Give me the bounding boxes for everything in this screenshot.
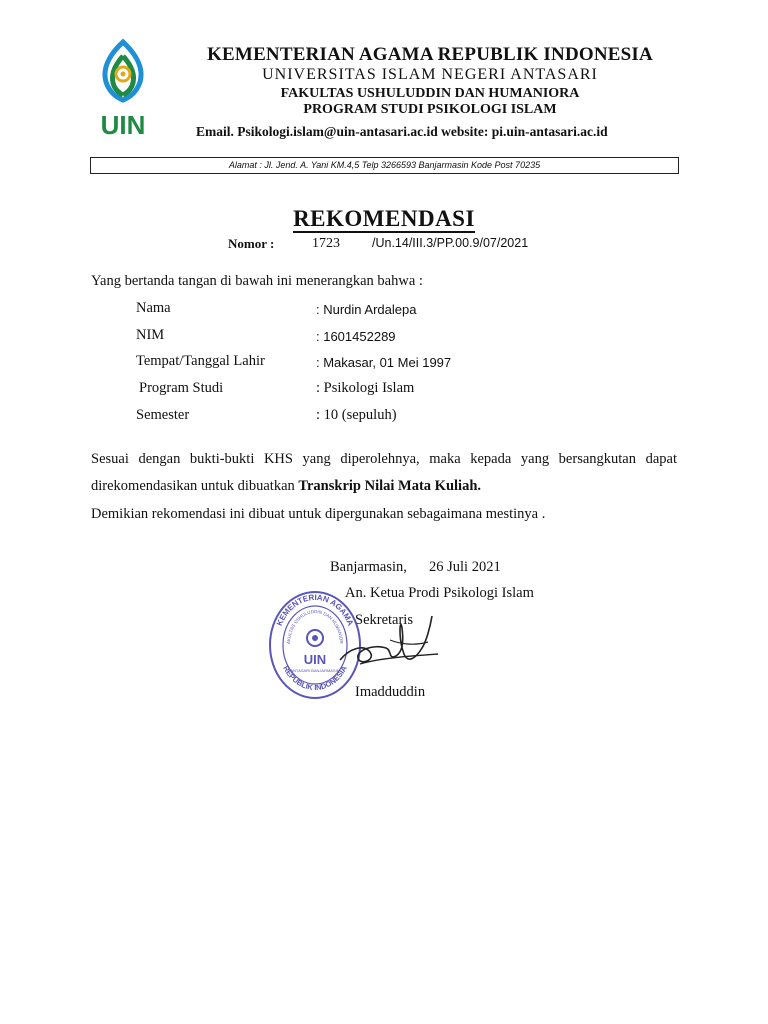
uin-logo [88,38,158,138]
nomor-suffix: /Un.14/III.3/PP.00.9/07/2021 [372,236,529,250]
stamp-bottom-text: REPUBLIK INDONESIA [281,664,349,693]
stamp-small-text: ANTASARI BANJARMASIN [290,668,340,673]
field-value-nim: : 1601452289 [316,329,396,344]
field-label-nim: NIM [136,327,165,343]
intro-text: Yang bertanda tangan di bawah ini menerangkan bahwa : [91,273,423,289]
transcript-phrase: Transkrip Nilai Mata Kuliah. [298,478,482,494]
nomor-label: Nomor : [228,236,275,251]
document-title [0,206,768,232]
signature-position: Sekretaris [355,612,413,628]
field-label-ttl: Tempat/Tanggal Lahir [136,353,265,369]
field-label-nama: Nama [136,300,171,316]
program-heading: PROGRAM STUDI PSIKOLOGI ISLAM [303,102,557,117]
field-value-prodi: : Psikologi Islam [316,380,415,396]
stamp-inner-text: AKULTAS USHULUDDIN DAN HUMANIOR [285,608,345,645]
nomor-value: 1723 [312,236,340,251]
stamp-center-text: UIN [303,652,327,667]
signature-date: 26 Juli 2021 [429,559,501,575]
signature-place: Banjarmasin, [330,559,407,575]
address-box: Alamat : Jl. Jend. A. Yani KM.4,5 Telp 3266593 Banjarmasin Kode Post 70235 [90,157,679,174]
field-value-nama: : Nurdin Ardalepa [316,302,417,317]
recommendation-paragraph [91,446,677,500]
field-value-semester: : 10 (sepuluh) [316,407,397,423]
faculty-heading: FAKULTAS USHULUDDIN DAN HUMANIORA [280,86,580,101]
field-label-prodi: Program Studi [139,380,224,396]
field-label-semester: Semester [136,407,190,423]
signature-name: Imadduddin [355,684,426,700]
signature-on-behalf: An. Ketua Prodi Psikologi Islam [345,585,534,601]
closing-paragraph: Demikian rekomendasi ini dibuat untuk dipergunakan sebagaimana mestinya . [91,506,546,522]
field-value-ttl: : Makasar, 01 Mei 1997 [316,355,452,370]
ministry-heading: KEMENTERIAN AGAMA REPUBLIK INDONESIA [207,44,653,65]
paragraph-text: Sesuai dengan bukti-bukti KHS yang diperolehnya, maka kepada yang bersangkutan dapat direkomendasikan untuk dibuatkan [91,451,677,494]
university-heading: UNIVERSITAS ISLAM NEGERI ANTASARI [262,66,598,83]
contact-line: Email. Psikologi.islam@uin-antasari.ac.id website: pi.uin-antasari.ac.id [196,124,608,139]
document-title-text: REKOMENDASI [293,206,475,231]
logo-text: UIN [100,110,146,138]
handwritten-signature [330,608,442,680]
stamp-top-text: KEMENTERIAN AGAMA [274,592,356,628]
